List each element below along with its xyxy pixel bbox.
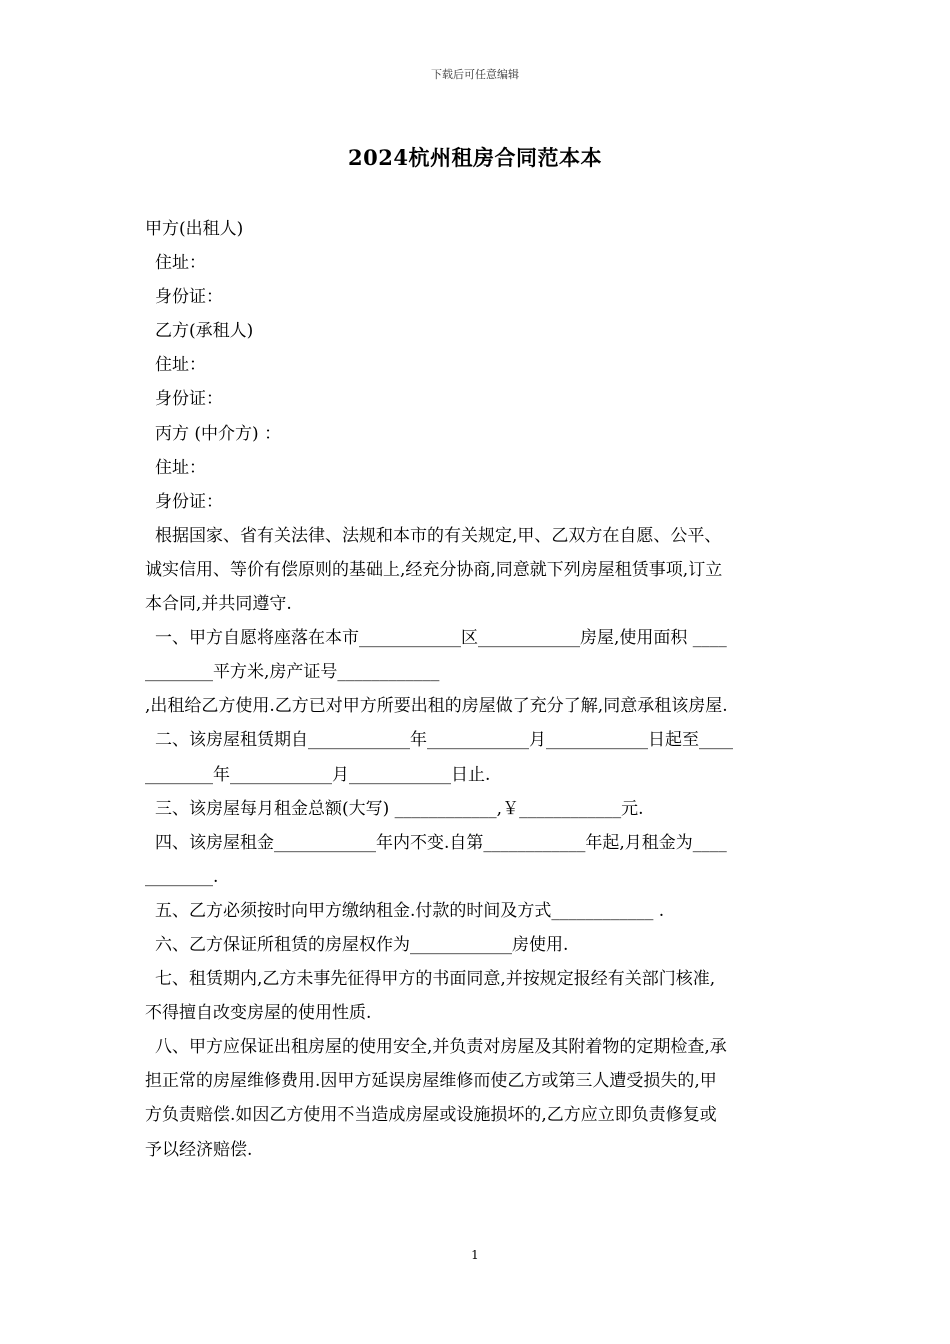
- contract-line: 住址：: [155, 457, 206, 478]
- contract-line: ________.: [145, 866, 219, 887]
- contract-line: 四、该房屋租金____________年内不变.自第____________年起,月租金为____: [155, 832, 727, 853]
- contract-line: 七、租赁期内,乙方未事先征得甲方的书面同意,并按规定报经有关部门核准,: [155, 969, 716, 990]
- contract-line: 诚实信用、等价有偿原则的基础上,经充分协商,同意就下列房屋租赁事项,订立: [145, 559, 723, 580]
- contract-line: 不得擅自改变房屋的使用性质.: [145, 1003, 372, 1024]
- contract-line: 丙方 (中介方) ：: [155, 423, 282, 444]
- contract-line: 予以经济赔偿.: [145, 1139, 253, 1160]
- contract-line: 八、甲方应保证出租房屋的使用安全,并负责对房屋及其附着物的定期检查,承: [155, 1037, 727, 1058]
- contract-line: 住址：: [155, 355, 206, 376]
- contract-line: ________年____________月____________日止.: [145, 764, 491, 785]
- contract-line: 六、乙方保证所租赁的房屋权作为____________房使用.: [155, 934, 569, 955]
- document-title: 2024杭州租房合同范本本: [348, 145, 602, 170]
- contract-line: 三、该房屋每月租金总额(大写) ____________,￥____________元.: [155, 798, 644, 819]
- contract-line: 身份证：: [155, 287, 223, 308]
- contract-line: 身份证：: [155, 389, 223, 410]
- contract-line: 方负责赔偿.如因乙方使用不当造成房屋或设施损坏的,乙方应立即负责修复或: [145, 1105, 717, 1126]
- contract-line: 乙方(承租人): [155, 321, 254, 342]
- contract-line: 根据国家、省有关法律、法规和本市的有关规定,甲、乙双方在自愿、公平、: [155, 525, 722, 546]
- contract-line: 甲方(出租人): [145, 219, 244, 239]
- contract-line: 一、甲方自愿将座落在本市____________区____________房屋,使用面积 ____: [155, 628, 727, 649]
- contract-line: 担正常的房屋维修费用.因甲方延误房屋维修而使乙方或第三人遭受损失的,甲: [145, 1071, 717, 1092]
- contract-line: 二、该房屋租赁期自____________年____________月____________日起至____: [155, 730, 733, 751]
- contract-line: 五、乙方必须按时向甲方缴纳租金.付款的时间及方式____________ .: [155, 900, 665, 921]
- contract-line: 住址：: [155, 253, 206, 274]
- contract-body: [145, 212, 815, 1167]
- header-note: 下载后可任意编辑: [431, 68, 519, 81]
- contract-line: 本合同,并共同遵守.: [145, 594, 292, 615]
- page-number: 1: [471, 1248, 479, 1262]
- contract-line: ,出租给乙方使用.乙方已对甲方所要出租的房屋做了充分了解,同意承租该房屋.: [145, 696, 728, 717]
- contract-line: ________平方米,房产证号____________: [145, 662, 440, 683]
- contract-line: 身份证：: [155, 491, 223, 512]
